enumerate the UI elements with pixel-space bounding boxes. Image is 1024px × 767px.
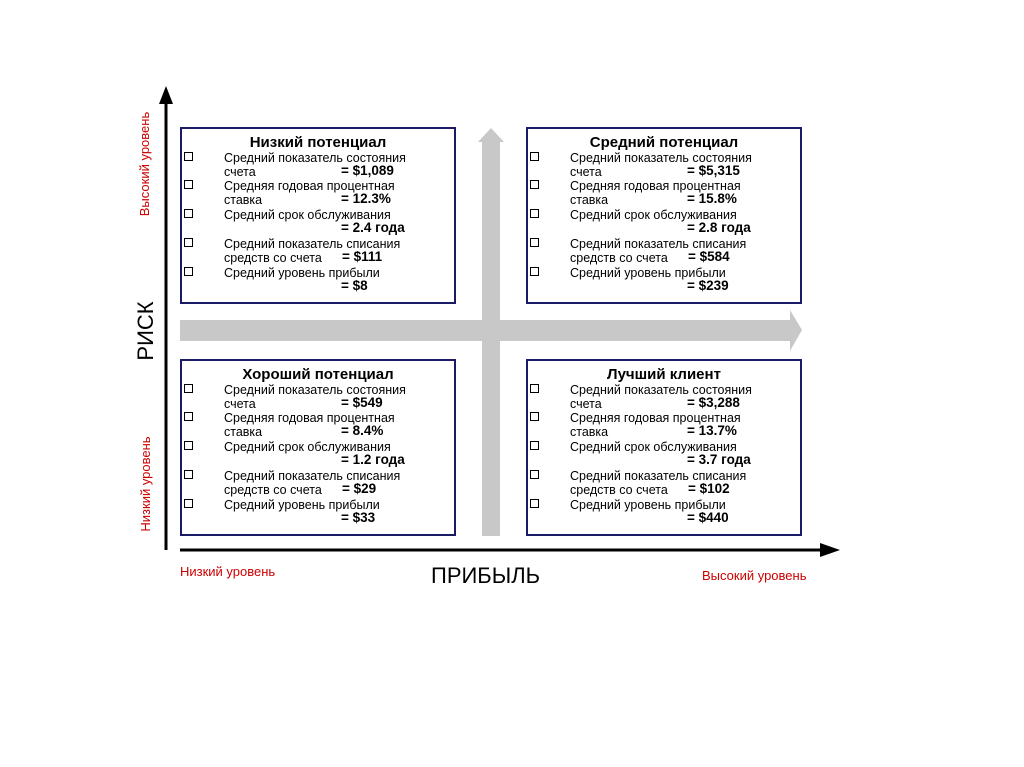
quadrant-title: Хороший потенциал [242,366,394,383]
checkbox-bullet-icon [530,499,539,508]
metric-label: Средняя годовая процентная [570,179,741,193]
metric-value: = $440 [687,510,729,525]
checkbox-bullet-icon [530,209,539,218]
metric-label-cont: ставка [224,193,263,207]
metric-item [530,237,798,265]
metric-item [184,266,452,294]
y-axis-low-label: Низкий уровень [138,436,153,532]
metric-label-cont: счета [570,165,602,179]
quadrant-title: Средний потенциал [589,134,739,151]
metric-label-cont: средств со счета [570,251,668,265]
checkbox-bullet-icon [184,412,193,421]
metric-item [184,179,452,207]
metric-label: Средний показатель состояния [570,383,752,397]
checkbox-bullet-icon [530,267,539,276]
metric-value: = $584 [688,249,730,264]
metric-value: = $8 [341,278,368,293]
metric-label-cont: счета [224,397,256,411]
checkbox-bullet-icon [184,499,193,508]
metric-value: = 2.4 года [341,220,405,235]
checkbox-bullet-icon [184,180,193,189]
metric-item [184,383,452,411]
metric-label-cont: ставка [224,425,263,439]
metric-value: = 13.7% [687,423,737,438]
metric-item [530,440,798,468]
checkbox-bullet-icon [530,152,539,161]
checkbox-bullet-icon [530,384,539,393]
metric-item [530,498,798,526]
metric-value: = $1,089 [341,163,394,178]
x-axis-arrowhead [820,543,840,557]
metric-value: = $549 [341,395,383,410]
y-axis-title: РИСК [133,301,158,361]
checkbox-bullet-icon [184,238,193,247]
metric-item [530,151,798,179]
metric-value: = $3,288 [687,395,740,410]
metric-value: = 15.8% [687,191,737,206]
metric-label: Средний показатель списания [570,469,747,483]
metric-item [184,411,452,439]
metric-item [530,208,798,236]
metric-label: Средний показатель списания [224,237,401,251]
metric-value: = $102 [688,481,730,496]
metric-label-cont: ставка [570,193,609,207]
metric-value: = $29 [342,481,377,496]
metric-label: Средний уровень прибыли [224,498,380,512]
checkbox-bullet-icon [530,238,539,247]
checkbox-bullet-icon [530,441,539,450]
x-axis-high-label: Высокий уровень [702,568,807,583]
metric-value: = 3.7 года [687,452,751,467]
y-axis-high-label: Высокий уровень [137,111,152,217]
metric-item [184,498,452,526]
quadrant-bottom-right [526,359,802,536]
metric-label-cont: средств со счета [570,483,668,497]
checkbox-bullet-icon [184,209,193,218]
metric-item [530,469,798,497]
metric-value: = 12.3% [341,191,391,206]
checkbox-bullet-icon [184,441,193,450]
metric-item [530,179,798,207]
y-axis-arrowhead [159,86,173,104]
x-axis-low-label: Низкий уровень [180,564,276,579]
x-axis-title: ПРИБЫЛЬ [431,563,541,588]
metric-label: Средний срок обслуживания [224,440,391,454]
checkbox-bullet-icon [184,152,193,161]
metric-item [184,469,452,497]
metric-label: Средний показатель состояния [224,383,406,397]
metric-value: = 8.4% [341,423,384,438]
metric-item [530,383,798,411]
metric-label: Средний срок обслуживания [570,208,737,222]
metric-item [184,237,452,265]
quadrant-title: Низкий потенциал [249,134,387,151]
quadrant-bottom-left [180,359,456,536]
metric-label-cont: счета [570,397,602,411]
checkbox-bullet-icon [184,267,193,276]
metric-value: = 1.2 года [341,452,405,467]
metric-value: = $111 [342,249,383,264]
metric-value: = $33 [341,510,376,525]
metric-label-cont: счета [224,165,256,179]
metric-label: Средняя годовая процентная [570,411,741,425]
quadrant-top-left [180,127,456,304]
metric-item [184,440,452,468]
checkbox-bullet-icon [184,384,193,393]
metric-label: Средний срок обслуживания [570,440,737,454]
metric-label: Средний срок обслуживания [224,208,391,222]
checkbox-bullet-icon [184,470,193,479]
checkbox-bullet-icon [530,470,539,479]
metric-label-cont: средств со счета [224,251,322,265]
checkbox-bullet-icon [530,180,539,189]
quadrant-title: Лучший клиент [607,366,721,383]
metric-value: = $239 [687,278,729,293]
metric-value: = 2.8 года [687,220,751,235]
quadrant-top-right [526,127,802,304]
metric-label: Средний показатель состояния [224,151,406,165]
metric-label: Средний показатель списания [224,469,401,483]
metric-label: Средний уровень прибыли [224,266,380,280]
metric-label-cont: ставка [570,425,609,439]
metric-label: Средний показатель состояния [570,151,752,165]
metric-label-cont: средств со счета [224,483,322,497]
metric-item [184,151,452,179]
metric-label: Средний уровень прибыли [570,498,726,512]
metric-label: Средняя годовая процентная [224,179,395,193]
metric-value: = $5,315 [687,163,740,178]
metric-label: Средняя годовая процентная [224,411,395,425]
metric-item [530,266,798,294]
metric-item [530,411,798,439]
metric-label: Средний показатель списания [570,237,747,251]
checkbox-bullet-icon [530,412,539,421]
metric-item [184,208,452,236]
metric-label: Средний уровень прибыли [570,266,726,280]
